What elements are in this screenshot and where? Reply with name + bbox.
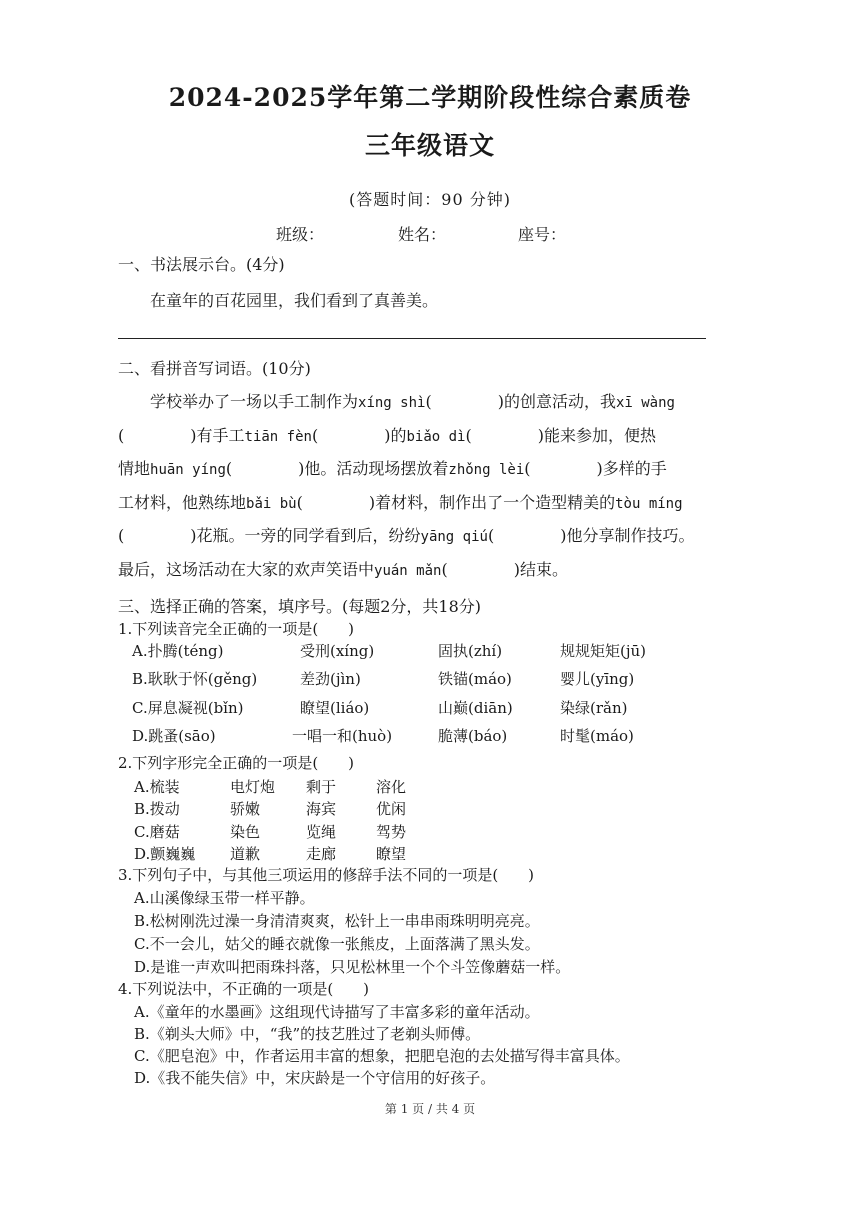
question-3-stem: 3.下列句子中，与其他三项运用的修辞手法不同的一项是( ): [118, 866, 535, 884]
pinyin-xingshi: xíng shì: [358, 395, 426, 411]
exam-time: (答题时间：90 分钟): [349, 190, 511, 209]
q3-option-c[interactable]: C.不一会儿，姑父的睡衣就像一张熊皮，上面落满了黑头发。: [134, 935, 540, 953]
page-number: 第 1 页 / 共 4 页: [384, 1102, 476, 1116]
section-1-heading: 一、书法展示台。(4分): [118, 255, 285, 274]
question-1-stem: 1.下列读音完全正确的一项是( ): [118, 620, 355, 638]
q3-option-a[interactable]: A.山溪像绿玉带一样平静。: [134, 889, 315, 907]
q1-option-a-1[interactable]: A.扑腾(téng): [132, 642, 224, 660]
q2-option-a-2: 电灯炮: [230, 778, 276, 796]
q4-option-b[interactable]: B.《剃头大师》中，“我”的技艺胜过了老剃头师傅。: [134, 1025, 481, 1043]
pinyin-line-1: 学校举办了一场以手工制作为xíng shì( )的创意活动，我xī wàng: [150, 392, 675, 411]
q1-option-c-3: 山巅(diān): [438, 699, 513, 717]
pinyin-paragraph: [118, 386, 770, 587]
q1-option-c-1[interactable]: C.屏息凝视(bǐn): [132, 699, 244, 717]
q1-option-a-3: 固执(zhí): [438, 642, 503, 660]
q1-option-d-1[interactable]: D.跳蚤(sāo): [132, 727, 216, 745]
pinyin-baibu: bǎi bù: [246, 495, 297, 512]
pinyin-yangqiu: yāng qiú: [420, 529, 488, 545]
q2-option-a-1[interactable]: A.梳装: [134, 778, 180, 796]
q1-option-b-4: 婴儿(yīng): [560, 670, 635, 688]
q3-option-d[interactable]: D.是谁一声欢叫把雨珠抖落，只见松林里一个个斗笠像蘑菇一样。: [134, 958, 571, 976]
section-2-heading: 二、看拼音写词语。(10分): [118, 359, 311, 378]
q1-option-d-2: 一唱一和(huò): [292, 727, 393, 745]
pinyin-line-4: 工材料，他熟练地bǎi bù( )着材料，制作出了一个造型精美的tòu míng: [118, 492, 683, 512]
exam-title: 2024-2025学年第二学期阶段性综合素质卷: [168, 83, 692, 112]
pinyin-touming: tòu míng: [615, 495, 683, 512]
pinyin-biaodi: biǎo dì: [406, 428, 466, 445]
q2-option-b-4: 优闲: [376, 800, 407, 818]
pinyin-line-6: 最后，这场活动在大家的欢声笑语中yuán mǎn( )结束。: [118, 559, 568, 579]
name-field-label: 姓名：: [398, 225, 447, 244]
q1-option-b-2: 差劲(jìn): [300, 670, 361, 688]
pinyin-yuanman: yuán mǎn: [374, 562, 442, 579]
pinyin-xiwang: xī wàng: [615, 395, 675, 411]
seat-field-label: 座号：: [518, 225, 567, 244]
calligraphy-sentence: 在童年的百花园里，我们看到了真善美。: [150, 291, 439, 310]
q1-option-b-1[interactable]: B.耿耿于怀(gěng): [132, 670, 258, 688]
q2-option-c-1[interactable]: C.磨菇: [134, 823, 180, 841]
q2-option-d-4: 瞭望: [376, 845, 407, 863]
q2-option-b-2: 骄嫩: [230, 800, 261, 818]
q2-option-c-2: 染色: [230, 823, 261, 841]
pinyin-tianfen: tiān fèn: [244, 428, 312, 445]
q2-option-a-4: 溶化: [376, 778, 407, 796]
q2-option-a-3: 剩于: [306, 778, 337, 796]
q4-option-d[interactable]: D.《我不能失信》中，宋庆龄是一个守信用的好孩子。: [134, 1069, 496, 1087]
q2-option-d-2: 道歉: [230, 845, 261, 863]
q2-option-b-1[interactable]: B.拨动: [134, 800, 180, 818]
pinyin-huanying: huān yíng: [150, 462, 226, 478]
writing-line: [118, 338, 706, 339]
q2-option-b-3: 海宾: [306, 800, 337, 818]
q1-option-a-2: 受刑(xíng): [300, 642, 375, 660]
q1-option-a-4: 规规矩矩(jū): [560, 642, 647, 660]
q4-option-a[interactable]: A.《童年的水墨画》这组现代诗描写了丰富多彩的童年活动。: [134, 1003, 540, 1021]
exam-subject: 三年级语文: [364, 131, 495, 160]
pinyin-line-5: ( )花瓶。一旁的同学看到后，纷纷yāng qiú( )他分享制作技巧。: [118, 526, 695, 545]
q1-option-d-4: 时髦(máo): [560, 727, 634, 745]
q2-option-c-4: 驾势: [376, 823, 407, 841]
q2-option-c-3: 览绳: [306, 823, 337, 841]
q1-option-b-3: 铁锚(máo): [438, 670, 512, 688]
question-2-stem: 2.下列字形完全正确的一项是( ): [118, 754, 355, 772]
q4-option-c[interactable]: C.《肥皂泡》中，作者运用丰富的想象，把肥皂泡的去处描写得丰富具体。: [134, 1047, 630, 1065]
pinyin-line-2: ( )有手工tiān fèn( )的biǎo dì( )能来参加，便热: [118, 425, 656, 445]
q1-option-c-2: 瞭望(liáo): [300, 699, 370, 717]
q3-option-b[interactable]: B.松树刚洗过澡一身清清爽爽，松针上一串串雨珠明明亮亮。: [134, 912, 540, 930]
q1-option-d-3: 脆薄(báo): [438, 727, 508, 745]
pinyin-zhonglei: zhǒng lèi: [448, 462, 525, 478]
q1-option-c-4: 染绿(rǎn): [560, 699, 628, 717]
question-4-stem: 4.下列说法中，不正确的一项是( ): [118, 980, 370, 998]
q2-option-d-3: 走廊: [306, 845, 337, 863]
pinyin-line-3: 情地huān yíng( )他。活动现场摆放着zhǒng lèi( )多样的手: [118, 459, 667, 478]
section-3-heading: 三、选择正确的答案，填序号。(每题2分，共18分): [118, 597, 482, 616]
class-field-label: 班级：: [276, 225, 325, 244]
q2-option-d-1[interactable]: D.颤巍巍: [134, 845, 196, 863]
